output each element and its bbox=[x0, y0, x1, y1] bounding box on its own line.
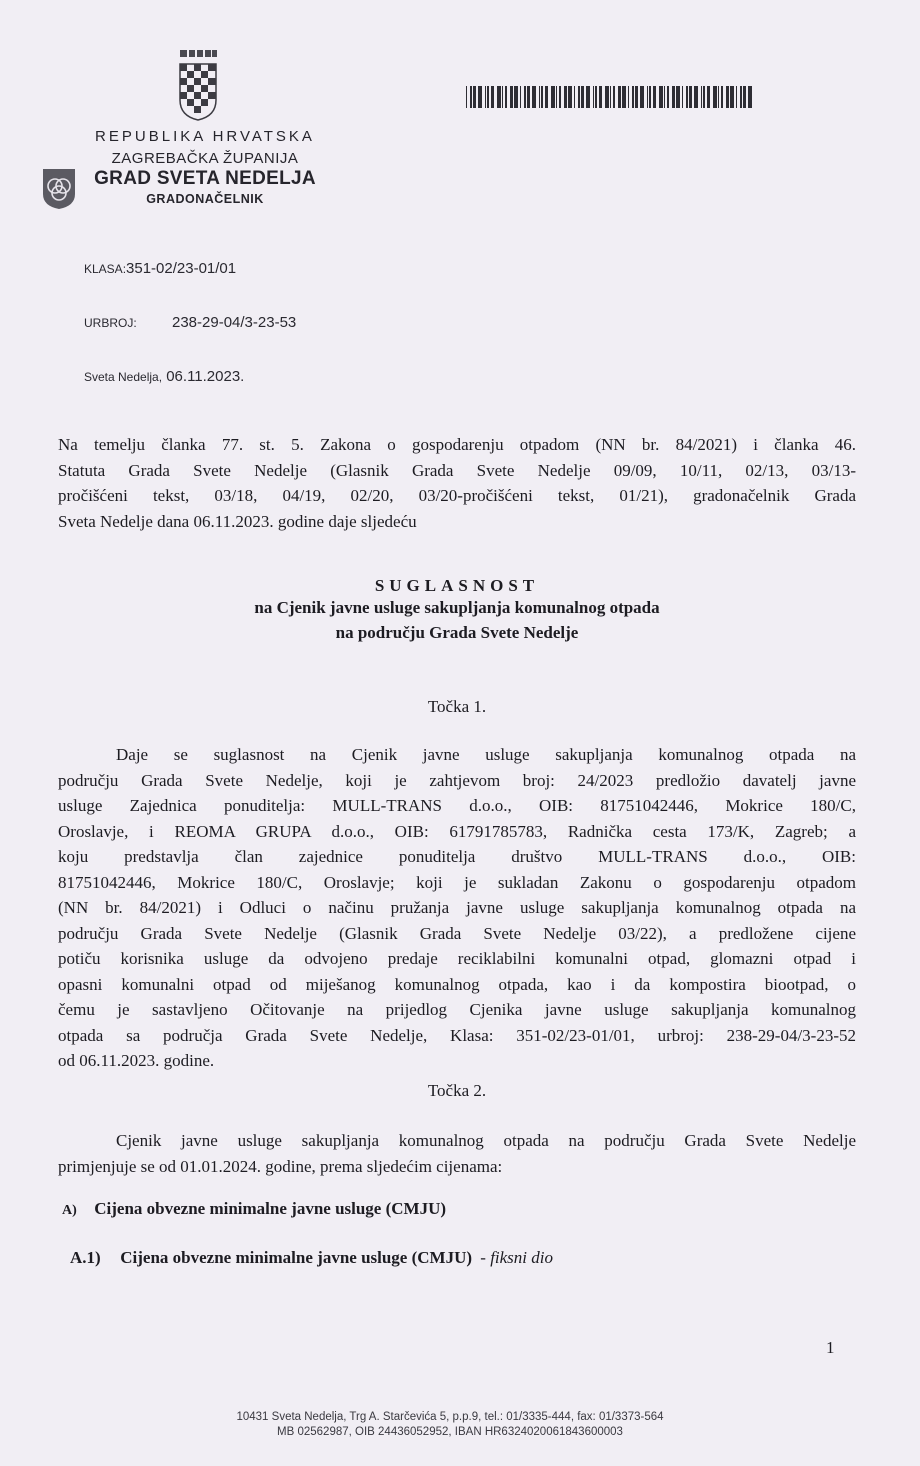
barcode-bar bbox=[743, 86, 746, 108]
page-number: 1 bbox=[826, 1338, 835, 1357]
barcode-bar bbox=[667, 86, 669, 108]
barcode-bar bbox=[502, 86, 503, 108]
klasa-label: KLASA: bbox=[84, 262, 127, 276]
barcode-bar bbox=[628, 86, 629, 108]
barcode-bar bbox=[539, 86, 540, 108]
klasa-line bbox=[84, 260, 236, 277]
barcode-bar bbox=[686, 86, 688, 108]
barcode-bar bbox=[470, 86, 472, 108]
barcode-bar bbox=[726, 86, 729, 108]
barcode-bar bbox=[520, 86, 521, 108]
tocka-1-line: području Grada Svete Nedelje (Glasnik Grada Svete Nedelje 03/22), a predložene cijene bbox=[58, 923, 856, 943]
barcode-bar bbox=[485, 86, 486, 108]
document-subtitle-1: na Cjenik javne usluge sakupljanja komunalnog otpada bbox=[254, 598, 660, 617]
place: Sveta Nedelja, bbox=[84, 370, 163, 384]
barcode-bar bbox=[707, 86, 710, 108]
tocka-2-paragraph bbox=[58, 1128, 856, 1179]
barcode-bar bbox=[676, 86, 680, 108]
tocka-1-line: čemu je sastavljeno Očitovanje na prijedlog Cjenika javne usluge sakupljanja komunalnog bbox=[58, 1000, 856, 1019]
section-a1-suffix: - fiksni dio bbox=[480, 1248, 553, 1267]
tocka-1-line: Oroslavje, i REOMA GRUPA d.o.o., OIB: 61791785783, Radnička cesta 173/K, Zagreb; a bbox=[58, 821, 856, 841]
barcode-bar bbox=[510, 86, 513, 108]
tocka-2-heading: Točka 2. bbox=[427, 1081, 487, 1100]
barcode-bar bbox=[478, 86, 482, 108]
barcode-bar bbox=[491, 86, 494, 108]
document-subtitle-2: na području Grada Svete Nedelje bbox=[335, 623, 579, 642]
barcode-bar bbox=[541, 86, 543, 108]
tocka-1-line: opasni komunalni otpad od miješanog komunalnog otpada, kao i da kompostira biootpad, o bbox=[58, 974, 856, 994]
barcode-bar bbox=[551, 86, 555, 108]
barcode-bar bbox=[659, 86, 663, 108]
barcode-bar bbox=[487, 86, 489, 108]
section-a bbox=[62, 1199, 446, 1219]
urbroj-line bbox=[84, 314, 296, 331]
barcode-bar bbox=[532, 86, 536, 108]
barcode-bar bbox=[740, 86, 742, 108]
tocka-1-line: području Grada Svete Nedelje, koji je zahtjevom broj: 24/2023 predložio davatelj javne bbox=[58, 770, 856, 790]
barcode-bar bbox=[618, 86, 621, 108]
barcode-bar bbox=[578, 86, 580, 108]
tocka-1-line: (NN br. 84/2021) i Odluci o načinu pružanja javne usluge sakupljanja komunalnog otpada na bbox=[58, 898, 856, 917]
barcode-bar bbox=[473, 86, 476, 108]
tocka-1-line: Daje se suglasnost na Cjenik javne usluge sakupljanja komunalnog otpada na bbox=[116, 745, 856, 764]
barcode-bar bbox=[682, 86, 683, 108]
barcode-bar bbox=[703, 86, 705, 108]
header-county: ZAGREBAČKA ŽUPANIJA bbox=[111, 150, 299, 167]
section-a1-text: Cijena obvezne minimalne javne usluge (CMJU) bbox=[120, 1248, 473, 1267]
barcode-bar bbox=[635, 86, 638, 108]
tocka-1-line: potiču korisnika usluge da odvojeno predaje reciklabilni komunalni otpad, glomazni otpad i bbox=[58, 949, 856, 968]
barcode-bar bbox=[647, 86, 648, 108]
tocka-1-paragraph bbox=[58, 742, 856, 1074]
section-a-label: A) bbox=[62, 1203, 77, 1218]
barcode-bar bbox=[613, 86, 615, 108]
barcode-bar bbox=[653, 86, 656, 108]
tocka-1-line: od 06.11.2023. godine. bbox=[58, 1051, 215, 1070]
intro-line: Na temelju članka 77. st. 5. Zakona o gospodarenju otpadom (NN br. 84/2021) i članka 46. bbox=[58, 435, 856, 454]
section-a1 bbox=[70, 1248, 553, 1268]
intro-line: pročišćeni tekst, 03/18, 04/19, 02/20, 03/20-pročišćeni tekst, 01/21), gradonačelnik Grada bbox=[58, 486, 856, 505]
barcode-bar bbox=[718, 86, 719, 108]
barcode-bar bbox=[694, 86, 698, 108]
document-date: 06.11.2023. bbox=[166, 368, 245, 385]
barcode-bar bbox=[672, 86, 675, 108]
barcode-bar bbox=[632, 86, 634, 108]
barcode-bar bbox=[497, 86, 501, 108]
klasa-value: 351-02/23-01/01 bbox=[126, 260, 237, 277]
place-date-line bbox=[84, 368, 244, 385]
barcode-bar bbox=[466, 86, 467, 108]
barcode-bar bbox=[556, 86, 557, 108]
barcode-bar bbox=[649, 86, 651, 108]
barcode-bar bbox=[664, 86, 665, 108]
barcode-bar bbox=[736, 86, 737, 108]
barcode-bar bbox=[527, 86, 530, 108]
header-office: GRADONAČELNIK bbox=[146, 192, 264, 206]
barcode-bar bbox=[640, 86, 644, 108]
barcode-bar bbox=[599, 86, 602, 108]
barcode-bar bbox=[524, 86, 526, 108]
barcode-bar bbox=[564, 86, 567, 108]
urbroj-value: 238-29-04/3-23-53 bbox=[172, 314, 297, 331]
barcode-bar bbox=[721, 86, 723, 108]
barcode-bar bbox=[730, 86, 734, 108]
tocka-1-line: otpada sa područja Grada Svete Nedelje, Klasa: 351-02/23-01/01, urbroj: 238-29-04/3-23-52 bbox=[58, 1025, 856, 1045]
barcode-bar bbox=[605, 86, 609, 108]
barcode-bar bbox=[581, 86, 584, 108]
intro-paragraph bbox=[58, 432, 856, 534]
barcode-bar bbox=[514, 86, 518, 108]
tocka-1-line: koju predstavlja član zajednice ponuditelja društvo MULL-TRANS d.o.o., OIB: bbox=[58, 847, 856, 866]
barcode-bar bbox=[701, 86, 702, 108]
tocka-2-line: primjenjuje se od 01.01.2024. godine, prema sljedećim cijenama: bbox=[58, 1156, 503, 1176]
header-republic: REPUBLIKA HRVATSKA bbox=[95, 128, 315, 145]
tocka-2-line: Cjenik javne usluge sakupljanja komunalnog otpada na području Grada Svete Nedelje bbox=[116, 1131, 856, 1150]
tocka-1-line: 81751042446, Mokrice 180/C, Oroslavje; koji je sukladan Zakonu o gospodarenju otpadom bbox=[58, 872, 856, 892]
barcode-stamp bbox=[466, 86, 754, 108]
barcode-bar bbox=[574, 86, 575, 108]
section-a1-label: A.1) bbox=[70, 1248, 101, 1267]
barcode-bar bbox=[568, 86, 572, 108]
croatian-coat-of-arms-icon bbox=[178, 50, 218, 122]
header-city: GRAD SVETA NEDELJA bbox=[94, 168, 316, 189]
barcode-bar bbox=[586, 86, 590, 108]
tocka-1-heading: Točka 1. bbox=[427, 697, 487, 716]
barcode-bar bbox=[545, 86, 548, 108]
footer-ids: MB 02562987, OIB 24436052952, IBAN HR6324020061843600003 bbox=[277, 1426, 623, 1438]
footer-address: 10431 Sveta Nedelja, Trg A. Starčevića 5, p.p.9, tel.: 01/3335-444, fax: 01/3373-564 bbox=[236, 1411, 664, 1423]
urbroj-label: URBROJ: bbox=[84, 316, 137, 330]
section-a-text: Cijena obvezne minimalne javne usluge (CMJU) bbox=[94, 1199, 447, 1218]
barcode-bar bbox=[559, 86, 561, 108]
barcode-bar bbox=[610, 86, 611, 108]
barcode-bar bbox=[622, 86, 626, 108]
barcode-bar bbox=[505, 86, 507, 108]
barcode-bar bbox=[713, 86, 717, 108]
barcode-bar bbox=[748, 86, 752, 108]
intro-line: Statuta Grada Svete Nedelje (Glasnik Grada Svete Nedelje 09/09, 10/11, 02/13, 03/13- bbox=[58, 460, 856, 480]
barcode-bar bbox=[593, 86, 594, 108]
intro-line: Sveta Nedelje dana 06.11.2023. godine daje sljedeću bbox=[58, 511, 417, 531]
barcode-bar bbox=[595, 86, 597, 108]
barcode-bar bbox=[689, 86, 692, 108]
tocka-1-line: usluge Zajednica ponuditelja: MULL-TRANS d.o.o., OIB: 81751042446, Mokrice 180/C, bbox=[58, 796, 856, 815]
document-title: SUGLASNOST bbox=[374, 576, 540, 595]
